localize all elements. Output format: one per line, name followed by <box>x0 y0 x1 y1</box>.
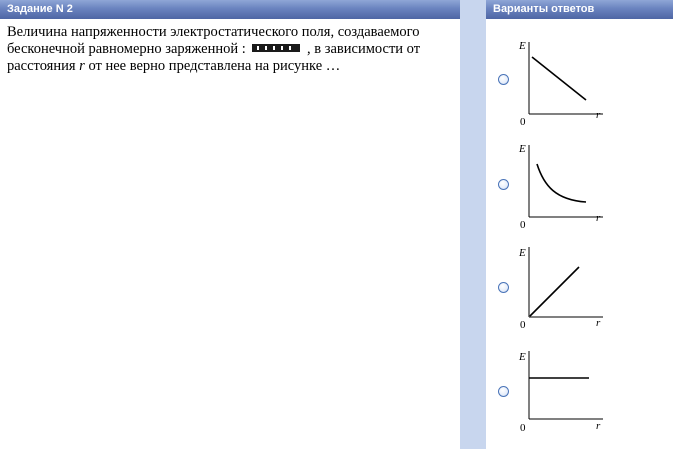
graph-option-4 <box>516 345 606 439</box>
axis-x-label: r <box>596 212 601 224</box>
answers-header-title: Варианты ответов <box>493 3 595 15</box>
origin-label: 0 <box>520 422 526 434</box>
question-text <box>7 24 455 75</box>
answer-option-2[interactable] <box>486 136 673 240</box>
task-header <box>0 0 460 19</box>
radio-option-2[interactable] <box>498 179 509 190</box>
question-line-1: Величина напряженности электростатического поля, создаваемого <box>7 24 420 40</box>
graph-option-2 <box>516 136 606 230</box>
question-line-2-start: бесконечной равномерно заряженной : <box>7 41 246 57</box>
question-line-2 <box>7 41 455 58</box>
axis-x-label: r <box>596 109 601 121</box>
graph-option-3 <box>516 241 606 335</box>
question-line-3 <box>7 58 455 75</box>
answer-option-1[interactable] <box>486 32 673 136</box>
column-divider <box>460 0 486 449</box>
variable-r: r <box>79 58 85 74</box>
answers-header <box>486 0 673 19</box>
axis-x-label: r <box>596 420 601 432</box>
question-line-3-end: от нее верно представлена на рисунке … <box>84 58 341 74</box>
answer-option-4[interactable] <box>486 345 673 449</box>
question-line-2-end: , в зависимости от <box>307 41 421 57</box>
answer-option-3[interactable] <box>486 241 673 345</box>
origin-label: 0 <box>520 219 526 230</box>
axis-x-label: r <box>596 317 601 329</box>
graph-option-1 <box>516 32 606 126</box>
radio-option-1[interactable] <box>498 74 509 85</box>
axis-y-label: E <box>519 351 526 363</box>
obscured-word-image <box>251 43 301 53</box>
axis-y-label: E <box>519 40 526 52</box>
axis-y-label: E <box>519 143 526 155</box>
radio-option-4[interactable] <box>498 386 509 397</box>
radio-option-3[interactable] <box>498 282 509 293</box>
origin-label: 0 <box>520 116 526 126</box>
origin-label: 0 <box>520 319 526 331</box>
axis-y-label: E <box>519 247 526 259</box>
task-header-title: Задание N 2 <box>7 3 73 15</box>
question-line-3-start: расстояния <box>7 58 80 74</box>
